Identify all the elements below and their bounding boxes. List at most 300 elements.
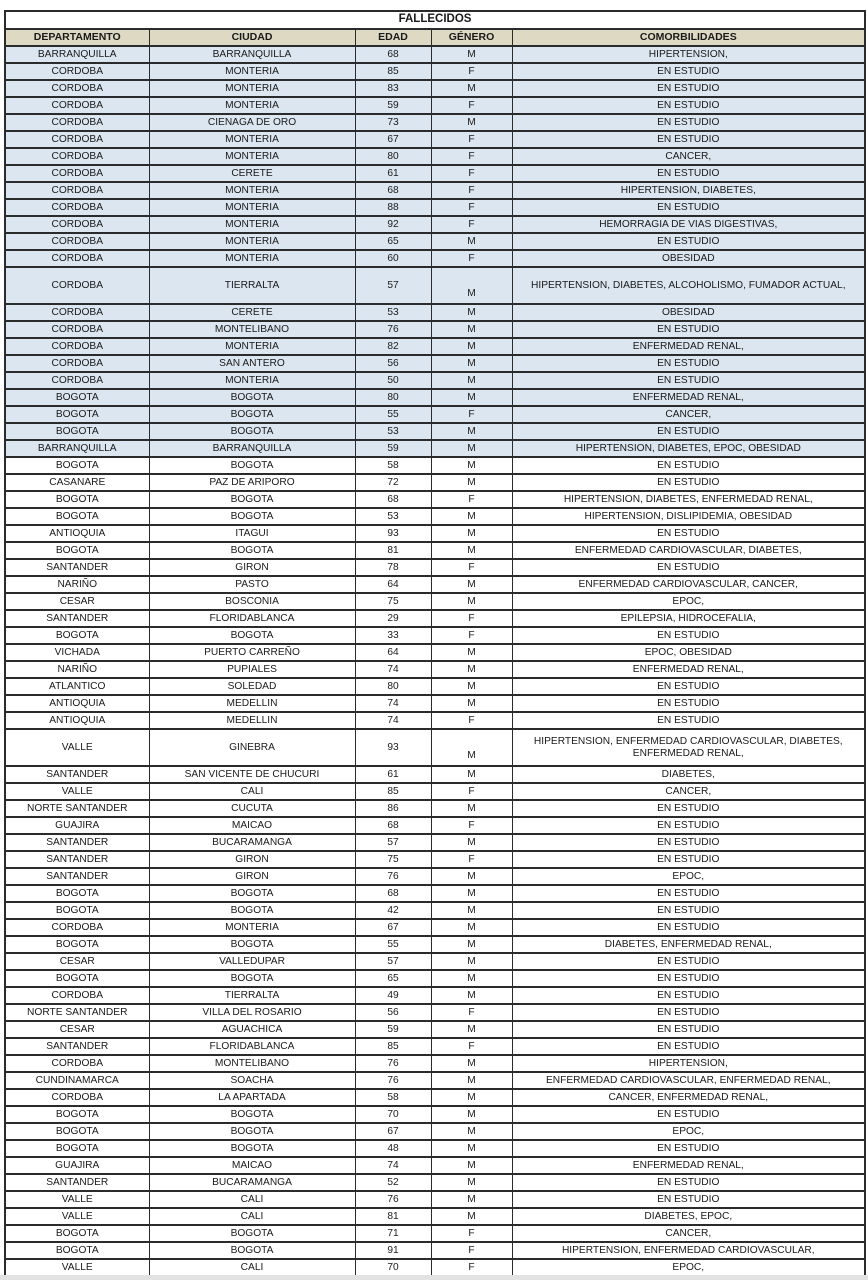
- cell-genero: F: [431, 1242, 512, 1259]
- cell-ciudad: BOGOTA: [149, 1123, 355, 1140]
- cell-genero: M: [431, 542, 512, 559]
- cell-departamento: BARRANQUILLA: [5, 46, 149, 63]
- table-row: [5, 1242, 865, 1259]
- cell-genero: M: [431, 474, 512, 491]
- cell-departamento: VALLE: [5, 783, 149, 800]
- cell-ciudad: MAICAO: [149, 817, 355, 834]
- table-row: [5, 902, 865, 919]
- cell-ciudad: SAN VICENTE DE CHUCURI: [149, 766, 355, 783]
- cell-edad: 80: [355, 678, 431, 695]
- table-row: [5, 80, 865, 97]
- cell-ciudad: PAZ DE ARIPORO: [149, 474, 355, 491]
- cell-ciudad: BOGOTA: [149, 970, 355, 987]
- cell-edad: 61: [355, 766, 431, 783]
- cell-ciudad: LA APARTADA: [149, 1089, 355, 1106]
- table-row: [5, 233, 865, 250]
- cell-departamento: BOGOTA: [5, 457, 149, 474]
- cell-genero: M: [431, 953, 512, 970]
- cell-comorbilidades: EN ESTUDIO: [512, 525, 865, 542]
- cell-edad: 67: [355, 131, 431, 148]
- cell-ciudad: CERETE: [149, 165, 355, 182]
- cell-comorbilidades: EN ESTUDIO: [512, 1140, 865, 1157]
- cell-edad: 61: [355, 165, 431, 182]
- cell-departamento: ATLANTICO: [5, 678, 149, 695]
- table-row: [5, 304, 865, 321]
- cell-edad: 67: [355, 1123, 431, 1140]
- cell-edad: 85: [355, 783, 431, 800]
- cell-comorbilidades: EN ESTUDIO: [512, 355, 865, 372]
- cell-ciudad: MONTERIA: [149, 199, 355, 216]
- table-row: [5, 576, 865, 593]
- table-row: [5, 1089, 865, 1106]
- cell-ciudad: MEDELLIN: [149, 695, 355, 712]
- cell-comorbilidades: EN ESTUDIO: [512, 678, 865, 695]
- table-row: [5, 508, 865, 525]
- cell-ciudad: PUERTO CARREÑO: [149, 644, 355, 661]
- cell-comorbilidades: HIPERTENSION, DIABETES, ENFERMEDAD RENAL,: [512, 491, 865, 508]
- cell-edad: 85: [355, 63, 431, 80]
- cell-departamento: BOGOTA: [5, 885, 149, 902]
- cell-edad: 73: [355, 114, 431, 131]
- cell-comorbilidades: EN ESTUDIO: [512, 457, 865, 474]
- cell-comorbilidades: EN ESTUDIO: [512, 885, 865, 902]
- cell-ciudad: BOGOTA: [149, 936, 355, 953]
- cell-departamento: BOGOTA: [5, 1123, 149, 1140]
- cell-ciudad: FLORIDABLANCA: [149, 610, 355, 627]
- cell-ciudad: CIENAGA DE ORO: [149, 114, 355, 131]
- cell-departamento: SANTANDER: [5, 1174, 149, 1191]
- table-row: [5, 148, 865, 165]
- column-header-edad: EDAD: [355, 29, 431, 46]
- cell-departamento: CORDOBA: [5, 919, 149, 936]
- cell-edad: 76: [355, 1072, 431, 1089]
- cell-edad: 68: [355, 182, 431, 199]
- cell-genero: M: [431, 644, 512, 661]
- cell-ciudad: BUCARAMANGA: [149, 1174, 355, 1191]
- cell-ciudad: CALI: [149, 1191, 355, 1208]
- cell-comorbilidades: CANCER, ENFERMEDAD RENAL,: [512, 1089, 865, 1106]
- cell-genero: M: [431, 1140, 512, 1157]
- table-row: [5, 63, 865, 80]
- cell-edad: 42: [355, 902, 431, 919]
- cell-comorbilidades: ENFERMEDAD RENAL,: [512, 389, 865, 406]
- cell-genero: M: [431, 970, 512, 987]
- cell-edad: 60: [355, 250, 431, 267]
- cell-edad: 72: [355, 474, 431, 491]
- cell-ciudad: BOGOTA: [149, 508, 355, 525]
- cell-ciudad: SOACHA: [149, 1072, 355, 1089]
- cell-ciudad: BOGOTA: [149, 1140, 355, 1157]
- cell-ciudad: BOGOTA: [149, 1242, 355, 1259]
- cell-genero: M: [431, 936, 512, 953]
- cell-comorbilidades: EPILEPSIA, HIDROCEFALIA,: [512, 610, 865, 627]
- table-row: [5, 1072, 865, 1089]
- cell-edad: 55: [355, 406, 431, 423]
- cell-edad: 52: [355, 1174, 431, 1191]
- cell-comorbilidades: OBESIDAD: [512, 250, 865, 267]
- cell-ciudad: TIERRALTA: [149, 267, 355, 304]
- cell-comorbilidades: EN ESTUDIO: [512, 233, 865, 250]
- cell-departamento: CORDOBA: [5, 216, 149, 233]
- cell-ciudad: CERETE: [149, 304, 355, 321]
- cell-edad: 67: [355, 919, 431, 936]
- cell-genero: M: [431, 800, 512, 817]
- cell-comorbilidades: HIPERTENSION,: [512, 46, 865, 63]
- cell-genero: F: [431, 1004, 512, 1021]
- cell-edad: 56: [355, 355, 431, 372]
- cell-edad: 74: [355, 661, 431, 678]
- cell-comorbilidades: EN ESTUDIO: [512, 165, 865, 182]
- cell-genero: F: [431, 1038, 512, 1055]
- cell-ciudad: AGUACHICA: [149, 1021, 355, 1038]
- cell-departamento: SANTANDER: [5, 559, 149, 576]
- cell-comorbilidades: ENFERMEDAD RENAL,: [512, 661, 865, 678]
- cell-genero: F: [431, 63, 512, 80]
- cell-comorbilidades: EN ESTUDIO: [512, 321, 865, 338]
- column-header-comorbilidades: COMORBILIDADES: [512, 29, 865, 46]
- cell-genero: M: [431, 114, 512, 131]
- cell-comorbilidades: EN ESTUDIO: [512, 372, 865, 389]
- cell-genero: M: [431, 338, 512, 355]
- cell-edad: 48: [355, 1140, 431, 1157]
- cell-comorbilidades: EN ESTUDIO: [512, 559, 865, 576]
- cell-departamento: CORDOBA: [5, 114, 149, 131]
- cell-comorbilidades: HIPERTENSION, DIABETES,: [512, 182, 865, 199]
- table-row: [5, 695, 865, 712]
- cell-comorbilidades: EN ESTUDIO: [512, 919, 865, 936]
- cell-genero: M: [431, 1106, 512, 1123]
- cell-comorbilidades: EN ESTUDIO: [512, 474, 865, 491]
- cell-comorbilidades: EN ESTUDIO: [512, 1174, 865, 1191]
- cell-comorbilidades: EN ESTUDIO: [512, 817, 865, 834]
- table-row: [5, 250, 865, 267]
- cell-genero: F: [431, 216, 512, 233]
- cell-comorbilidades: EN ESTUDIO: [512, 695, 865, 712]
- cell-edad: 56: [355, 1004, 431, 1021]
- table-row: [5, 1106, 865, 1123]
- table-row: [5, 817, 865, 834]
- cell-genero: F: [431, 783, 512, 800]
- cell-genero: M: [431, 372, 512, 389]
- cell-comorbilidades: DIABETES,: [512, 766, 865, 783]
- cell-ciudad: BOGOTA: [149, 885, 355, 902]
- cell-ciudad: MONTELIBANO: [149, 321, 355, 338]
- cell-departamento: VALLE: [5, 1259, 149, 1276]
- cell-genero: F: [431, 817, 512, 834]
- cell-genero: M: [431, 919, 512, 936]
- cell-edad: 85: [355, 1038, 431, 1055]
- cell-ciudad: CALI: [149, 783, 355, 800]
- cell-genero: F: [431, 182, 512, 199]
- column-header-genero: GÉNERO: [431, 29, 512, 46]
- cell-comorbilidades: EN ESTUDIO: [512, 834, 865, 851]
- cell-genero: F: [431, 491, 512, 508]
- cell-comorbilidades: EN ESTUDIO: [512, 902, 865, 919]
- cell-departamento: CORDOBA: [5, 165, 149, 182]
- cell-ciudad: BOGOTA: [149, 406, 355, 423]
- table-row: [5, 1021, 865, 1038]
- cell-edad: 70: [355, 1106, 431, 1123]
- cell-genero: M: [431, 355, 512, 372]
- cell-ciudad: MONTERIA: [149, 216, 355, 233]
- cell-genero: M: [431, 1157, 512, 1174]
- cell-comorbilidades: EN ESTUDIO: [512, 627, 865, 644]
- cell-comorbilidades: ENFERMEDAD CARDIOVASCULAR, CANCER,: [512, 576, 865, 593]
- cell-comorbilidades: EN ESTUDIO: [512, 1038, 865, 1055]
- cell-comorbilidades: EN ESTUDIO: [512, 63, 865, 80]
- cell-genero: M: [431, 695, 512, 712]
- cell-departamento: CORDOBA: [5, 182, 149, 199]
- table-row: [5, 712, 865, 729]
- table-row: [5, 1123, 865, 1140]
- table-row: [5, 525, 865, 542]
- cell-genero: M: [431, 321, 512, 338]
- cell-genero: F: [431, 148, 512, 165]
- cell-edad: 58: [355, 457, 431, 474]
- cell-departamento: BOGOTA: [5, 406, 149, 423]
- cell-departamento: CORDOBA: [5, 250, 149, 267]
- cell-edad: 50: [355, 372, 431, 389]
- table-row: [5, 338, 865, 355]
- cell-ciudad: BOGOTA: [149, 627, 355, 644]
- cell-ciudad: BOGOTA: [149, 423, 355, 440]
- cell-ciudad: GIRON: [149, 559, 355, 576]
- cell-genero: M: [431, 1208, 512, 1225]
- cell-departamento: CASANARE: [5, 474, 149, 491]
- cell-genero: F: [431, 250, 512, 267]
- cell-edad: 33: [355, 627, 431, 644]
- cell-comorbilidades: EN ESTUDIO: [512, 1106, 865, 1123]
- table-row: [5, 199, 865, 216]
- cell-ciudad: MONTERIA: [149, 80, 355, 97]
- table-row: [5, 182, 865, 199]
- cell-genero: F: [431, 559, 512, 576]
- cell-departamento: SANTANDER: [5, 1038, 149, 1055]
- cell-genero: M: [431, 457, 512, 474]
- cell-genero: M: [431, 902, 512, 919]
- page-bottom-edge: [0, 1275, 868, 1280]
- cell-genero: M: [431, 987, 512, 1004]
- cell-comorbilidades: EN ESTUDIO: [512, 851, 865, 868]
- cell-genero: M: [431, 267, 512, 304]
- cell-edad: 80: [355, 148, 431, 165]
- cell-departamento: VICHADA: [5, 644, 149, 661]
- cell-ciudad: MAICAO: [149, 1157, 355, 1174]
- table-row: [5, 970, 865, 987]
- cell-departamento: BOGOTA: [5, 1225, 149, 1242]
- cell-ciudad: BOGOTA: [149, 902, 355, 919]
- cell-departamento: CORDOBA: [5, 131, 149, 148]
- cell-ciudad: BARRANQUILLA: [149, 440, 355, 457]
- cell-genero: M: [431, 729, 512, 766]
- cell-comorbilidades: ENFERMEDAD CARDIOVASCULAR, ENFERMEDAD RENAL,: [512, 1072, 865, 1089]
- table-row: [5, 46, 865, 63]
- cell-comorbilidades: HEMORRAGIA DE VIAS DIGESTIVAS,: [512, 216, 865, 233]
- cell-genero: M: [431, 766, 512, 783]
- cell-comorbilidades: HIPERTENSION,: [512, 1055, 865, 1072]
- table-row: [5, 542, 865, 559]
- cell-edad: 68: [355, 491, 431, 508]
- cell-departamento: CORDOBA: [5, 1055, 149, 1072]
- table-row: [5, 1191, 865, 1208]
- cell-ciudad: GIRON: [149, 851, 355, 868]
- cell-edad: 53: [355, 423, 431, 440]
- table-row: [5, 766, 865, 783]
- cell-comorbilidades: ENFERMEDAD RENAL,: [512, 1157, 865, 1174]
- cell-departamento: CUNDINAMARCA: [5, 1072, 149, 1089]
- table-row: [5, 491, 865, 508]
- table-row: [5, 321, 865, 338]
- cell-ciudad: GIRON: [149, 868, 355, 885]
- table-title-row: [5, 11, 865, 29]
- cell-departamento: BOGOTA: [5, 508, 149, 525]
- cell-departamento: BARRANQUILLA: [5, 440, 149, 457]
- table-row: [5, 1140, 865, 1157]
- table-row: [5, 678, 865, 695]
- cell-edad: 93: [355, 729, 431, 766]
- cell-genero: F: [431, 165, 512, 182]
- table-row: [5, 406, 865, 423]
- cell-edad: 78: [355, 559, 431, 576]
- cell-genero: M: [431, 389, 512, 406]
- cell-comorbilidades: ENFERMEDAD CARDIOVASCULAR, DIABETES,: [512, 542, 865, 559]
- table-row: [5, 1157, 865, 1174]
- cell-comorbilidades: EN ESTUDIO: [512, 1191, 865, 1208]
- cell-genero: M: [431, 1089, 512, 1106]
- cell-edad: 75: [355, 593, 431, 610]
- cell-edad: 68: [355, 885, 431, 902]
- table-row: [5, 389, 865, 406]
- table-row: [5, 661, 865, 678]
- cell-ciudad: MEDELLIN: [149, 712, 355, 729]
- cell-departamento: VALLE: [5, 729, 149, 766]
- cell-edad: 65: [355, 233, 431, 250]
- fallecidos-table: [4, 10, 866, 1277]
- table-row: [5, 165, 865, 182]
- table-body: [5, 46, 865, 1276]
- cell-comorbilidades: ENFERMEDAD RENAL,: [512, 338, 865, 355]
- cell-edad: 93: [355, 525, 431, 542]
- cell-departamento: CORDOBA: [5, 80, 149, 97]
- column-header-ciudad: CIUDAD: [149, 29, 355, 46]
- cell-edad: 83: [355, 80, 431, 97]
- cell-genero: M: [431, 868, 512, 885]
- cell-comorbilidades: EN ESTUDIO: [512, 1021, 865, 1038]
- cell-comorbilidades: EPOC,: [512, 868, 865, 885]
- cell-genero: F: [431, 1259, 512, 1276]
- cell-ciudad: VILLA DEL ROSARIO: [149, 1004, 355, 1021]
- cell-genero: M: [431, 1021, 512, 1038]
- cell-ciudad: BUCARAMANGA: [149, 834, 355, 851]
- cell-ciudad: BOGOTA: [149, 1106, 355, 1123]
- cell-genero: M: [431, 1072, 512, 1089]
- cell-genero: M: [431, 593, 512, 610]
- cell-genero: M: [431, 525, 512, 542]
- table-header-row: [5, 29, 865, 46]
- cell-edad: 57: [355, 834, 431, 851]
- cell-genero: F: [431, 131, 512, 148]
- table-row: [5, 216, 865, 233]
- cell-departamento: CORDOBA: [5, 199, 149, 216]
- cell-departamento: CORDOBA: [5, 338, 149, 355]
- table-row: [5, 627, 865, 644]
- cell-edad: 86: [355, 800, 431, 817]
- cell-ciudad: MONTERIA: [149, 131, 355, 148]
- table-row: [5, 1004, 865, 1021]
- cell-ciudad: BARRANQUILLA: [149, 46, 355, 63]
- cell-comorbilidades: EN ESTUDIO: [512, 199, 865, 216]
- cell-departamento: CORDOBA: [5, 304, 149, 321]
- cell-ciudad: MONTERIA: [149, 372, 355, 389]
- cell-ciudad: PUPIALES: [149, 661, 355, 678]
- table-row: [5, 1225, 865, 1242]
- cell-comorbilidades: EN ESTUDIO: [512, 423, 865, 440]
- cell-comorbilidades: DIABETES, ENFERMEDAD RENAL,: [512, 936, 865, 953]
- cell-genero: M: [431, 1191, 512, 1208]
- cell-departamento: NARIÑO: [5, 661, 149, 678]
- cell-departamento: CORDOBA: [5, 148, 149, 165]
- cell-genero: M: [431, 440, 512, 457]
- table-row: [5, 783, 865, 800]
- cell-ciudad: MONTERIA: [149, 250, 355, 267]
- table-row: [5, 457, 865, 474]
- cell-ciudad: PASTO: [149, 576, 355, 593]
- cell-genero: M: [431, 1123, 512, 1140]
- cell-departamento: CORDOBA: [5, 321, 149, 338]
- cell-edad: 76: [355, 1191, 431, 1208]
- cell-genero: M: [431, 678, 512, 695]
- cell-comorbilidades: EN ESTUDIO: [512, 80, 865, 97]
- table-row: [5, 885, 865, 902]
- cell-ciudad: MONTERIA: [149, 233, 355, 250]
- table-row: [5, 114, 865, 131]
- table-row: [5, 97, 865, 114]
- cell-edad: 57: [355, 267, 431, 304]
- cell-comorbilidades: EN ESTUDIO: [512, 970, 865, 987]
- cell-departamento: CORDOBA: [5, 97, 149, 114]
- cell-comorbilidades: HIPERTENSION, DISLIPIDEMIA, OBESIDAD: [512, 508, 865, 525]
- cell-ciudad: MONTERIA: [149, 182, 355, 199]
- cell-genero: F: [431, 712, 512, 729]
- cell-edad: 80: [355, 389, 431, 406]
- cell-departamento: BOGOTA: [5, 423, 149, 440]
- cell-ciudad: BOGOTA: [149, 457, 355, 474]
- cell-comorbilidades: CANCER,: [512, 406, 865, 423]
- cell-departamento: GUAJIRA: [5, 817, 149, 834]
- table-row: [5, 729, 865, 766]
- cell-genero: M: [431, 1174, 512, 1191]
- cell-comorbilidades: OBESIDAD: [512, 304, 865, 321]
- table-row: [5, 267, 865, 304]
- table-row: [5, 355, 865, 372]
- table-row: [5, 1055, 865, 1072]
- cell-edad: 76: [355, 868, 431, 885]
- cell-genero: M: [431, 233, 512, 250]
- cell-edad: 76: [355, 321, 431, 338]
- cell-comorbilidades: EN ESTUDIO: [512, 114, 865, 131]
- column-header-departamento: DEPARTAMENTO: [5, 29, 149, 46]
- cell-departamento: NORTE SANTANDER: [5, 800, 149, 817]
- cell-edad: 81: [355, 1208, 431, 1225]
- table-row: [5, 953, 865, 970]
- cell-edad: 29: [355, 610, 431, 627]
- cell-edad: 92: [355, 216, 431, 233]
- cell-genero: M: [431, 423, 512, 440]
- cell-departamento: BOGOTA: [5, 970, 149, 987]
- cell-ciudad: BOGOTA: [149, 542, 355, 559]
- cell-genero: M: [431, 661, 512, 678]
- cell-genero: F: [431, 406, 512, 423]
